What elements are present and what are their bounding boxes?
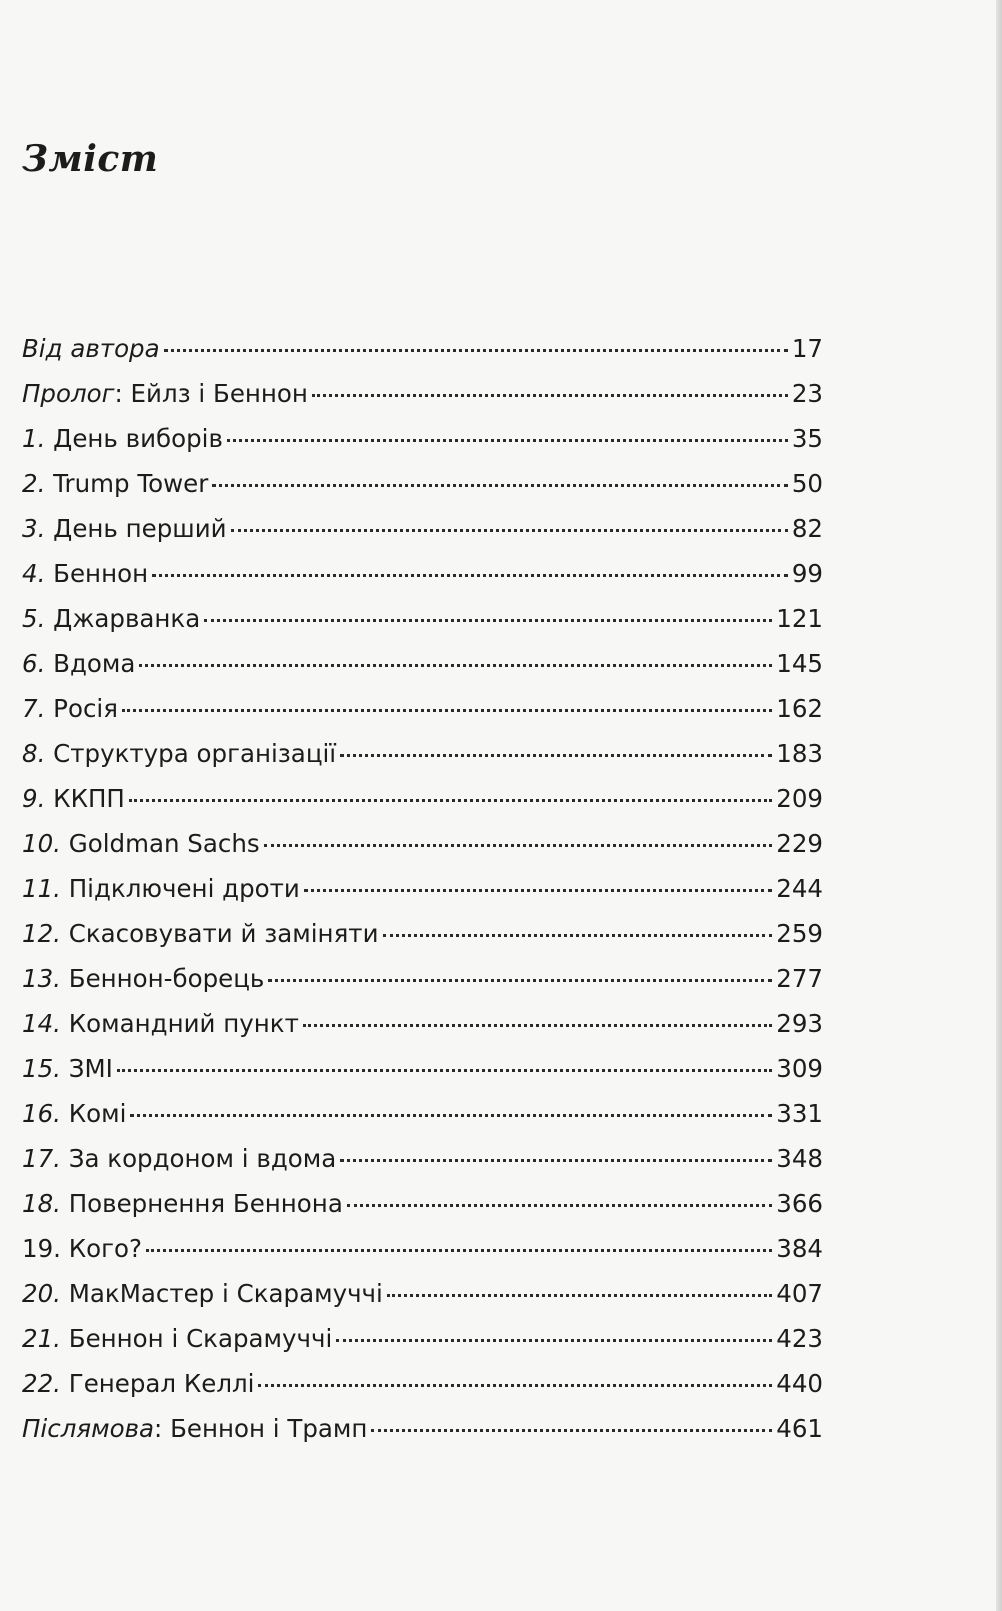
leader-dots [336,1339,772,1342]
leader-dots [227,439,788,442]
leader-dots [139,664,772,667]
toc-entry-title: Комі [60,1099,127,1128]
toc-page-number: 229 [776,829,823,858]
toc-entry-label [22,1144,336,1174]
toc-entry-title: Trump Tower [45,469,209,498]
leader-dots [264,844,773,847]
toc-entry-title: Вдома [45,649,136,678]
toc-entry-label [22,514,227,544]
toc-page-number: 121 [776,604,823,633]
toc-entry[interactable] [22,604,823,649]
toc-entry-label [22,784,125,814]
toc-entry-label [22,1369,254,1399]
toc-entry[interactable] [22,1414,823,1459]
leader-dots [130,1114,772,1117]
toc-entry-prefix: 1. [22,424,46,453]
leader-dots [164,349,788,352]
toc-entry-title: Скасовувати й заміняти [60,919,379,948]
toc-page-number: 162 [776,694,823,723]
toc-entry-title: День перший [45,514,227,543]
toc-page-number: 183 [776,739,823,768]
toc-page-number: 293 [776,1009,823,1038]
toc-page-number: 461 [776,1414,823,1443]
toc-page-number: 384 [776,1234,823,1263]
toc-page-number: 259 [776,919,823,948]
toc-entry-label [22,964,264,994]
toc-entry-label [22,694,118,724]
toc-entry-prefix: 20. [22,1279,61,1308]
toc-entry-label [22,1054,113,1084]
toc-page-number: 366 [776,1189,823,1218]
toc-entry[interactable] [22,964,823,1009]
toc-entry-prefix: 22. [22,1369,61,1398]
toc-entry-prefix: 9. [22,784,46,813]
toc-entry-title: Структура організації [45,739,337,768]
leader-dots [312,394,788,397]
toc-entry-prefix: 7. [22,694,46,723]
toc-entry-prefix: 4. [22,559,46,588]
leader-dots [304,889,772,892]
table-of-contents [22,334,823,1459]
toc-entry[interactable] [22,1189,823,1234]
leader-dots [340,754,772,757]
toc-page-number: 35 [791,424,823,453]
toc-entry-label [22,559,148,589]
leader-dots [231,529,788,532]
toc-entry-label [22,1234,142,1264]
toc-page-number: 209 [776,784,823,813]
toc-entry-prefix: Післямова [22,1414,155,1443]
toc-page-number: 23 [791,379,823,408]
toc-entry-prefix: 11. [22,874,61,903]
toc-entry[interactable] [22,1009,823,1054]
leader-dots [146,1249,772,1252]
toc-entry[interactable] [22,1369,823,1414]
toc-entry-label [22,469,208,499]
leader-dots [340,1159,772,1162]
toc-entry[interactable] [22,784,823,829]
toc-entry[interactable] [22,874,823,919]
toc-entry-prefix: 6. [22,649,46,678]
leader-dots [383,934,773,937]
toc-entry-label [22,1279,383,1309]
toc-entry-prefix: 16. [22,1099,61,1128]
toc-entry[interactable] [22,424,823,469]
toc-entry-label [22,1324,332,1354]
toc-entry[interactable] [22,1054,823,1099]
toc-entry[interactable] [22,694,823,739]
toc-page-number: 440 [776,1369,823,1398]
toc-entry-prefix: 15. [22,1054,61,1083]
toc-entry[interactable] [22,334,823,379]
toc-entry-title: Goldman Sachs [60,829,260,858]
leader-dots [268,979,772,982]
toc-entry-title: За кордоном і вдома [60,1144,337,1173]
toc-entry-prefix: 3. [22,514,46,543]
toc-entry-prefix: 12. [22,919,61,948]
toc-entry-label [22,874,300,904]
toc-entry-prefix: 8. [22,739,46,768]
toc-entry-prefix: 10. [22,829,61,858]
leader-dots [129,799,772,802]
toc-entry-prefix: 21. [22,1324,61,1353]
toc-page-number: 407 [776,1279,823,1308]
toc-entry-label [22,1099,126,1129]
leader-dots [347,1204,772,1207]
toc-entry-title: Беннон і Скарамуччі [60,1324,333,1353]
toc-entry-label [22,1009,299,1039]
leader-dots [303,1024,772,1027]
toc-entry[interactable] [22,379,823,424]
toc-entry-label [22,379,308,409]
leader-dots [258,1384,772,1387]
toc-entry-prefix: 17. [22,1144,61,1173]
toc-entry-prefix: 5. [22,604,46,633]
toc-page-number: 423 [776,1324,823,1353]
toc-entry-prefix: 18. [22,1189,61,1218]
toc-entry-title: 19. Кого? [22,1234,142,1263]
toc-entry-title: ККПП [45,784,125,813]
toc-entry-title: Росія [45,694,118,723]
toc-entry-label [22,424,223,454]
toc-entry-title: : Беннон і Трамп [154,1414,368,1443]
toc-entry[interactable] [22,1144,823,1189]
toc-entry-title: Генерал Келлі [60,1369,255,1398]
toc-entry-label [22,739,336,769]
toc-entry-title: День виборів [45,424,223,453]
toc-entry[interactable] [22,469,823,514]
toc-page-number: 348 [776,1144,823,1173]
leader-dots [212,484,787,487]
toc-page-number: 99 [791,559,823,588]
toc-entry-title: Повернення Беннона [60,1189,343,1218]
toc-entry-prefix: 2. [22,469,46,498]
toc-entry-label [22,1189,343,1219]
leader-dots [371,1429,772,1432]
page-edge [996,0,1002,1611]
toc-entry-title: Джарванка [45,604,201,633]
toc-entry-title: : Ейлз і Беннон [114,379,308,408]
toc-entry-label [22,1414,367,1444]
toc-page-number: 309 [776,1054,823,1083]
toc-entry[interactable] [22,1234,823,1279]
toc-page-number: 244 [776,874,823,903]
toc-entry-prefix: Пролог [22,379,115,408]
toc-page-number: 331 [776,1099,823,1128]
toc-entry[interactable] [22,514,823,559]
toc-entry[interactable] [22,1324,823,1369]
toc-entry-prefix: Від автора [22,334,160,363]
toc-entry[interactable] [22,649,823,694]
toc-page-number: 145 [776,649,823,678]
toc-entry[interactable] [22,1279,823,1324]
toc-entry-title: Беннон [45,559,149,588]
toc-entry-title: Підключені дроти [60,874,300,903]
toc-entry-title: Беннон-борець [60,964,265,993]
toc-entry-title: Командний пункт [60,1009,299,1038]
toc-entry-label [22,829,260,859]
toc-entry-label [22,334,160,364]
toc-page-number: 277 [776,964,823,993]
page-title: Зміст [22,138,159,180]
toc-page-number: 82 [791,514,823,543]
toc-entry-title: ЗМІ [60,1054,113,1083]
toc-entry-prefix: 13. [22,964,61,993]
toc-entry[interactable] [22,829,823,874]
toc-entry-prefix: 14. [22,1009,61,1038]
leader-dots [152,574,788,577]
toc-entry[interactable] [22,559,823,604]
leader-dots [122,709,772,712]
toc-entry-label [22,919,379,949]
toc-page-number: 50 [791,469,823,498]
toc-entry[interactable] [22,919,823,964]
toc-entry[interactable] [22,1099,823,1144]
leader-dots [117,1069,772,1072]
toc-entry[interactable] [22,739,823,784]
toc-entry-label [22,649,135,679]
toc-page-number: 17 [791,334,823,363]
leader-dots [204,619,772,622]
toc-entry-label [22,604,200,634]
toc-entry-title: МакМастер і Скарамуччі [60,1279,383,1308]
leader-dots [387,1294,772,1297]
